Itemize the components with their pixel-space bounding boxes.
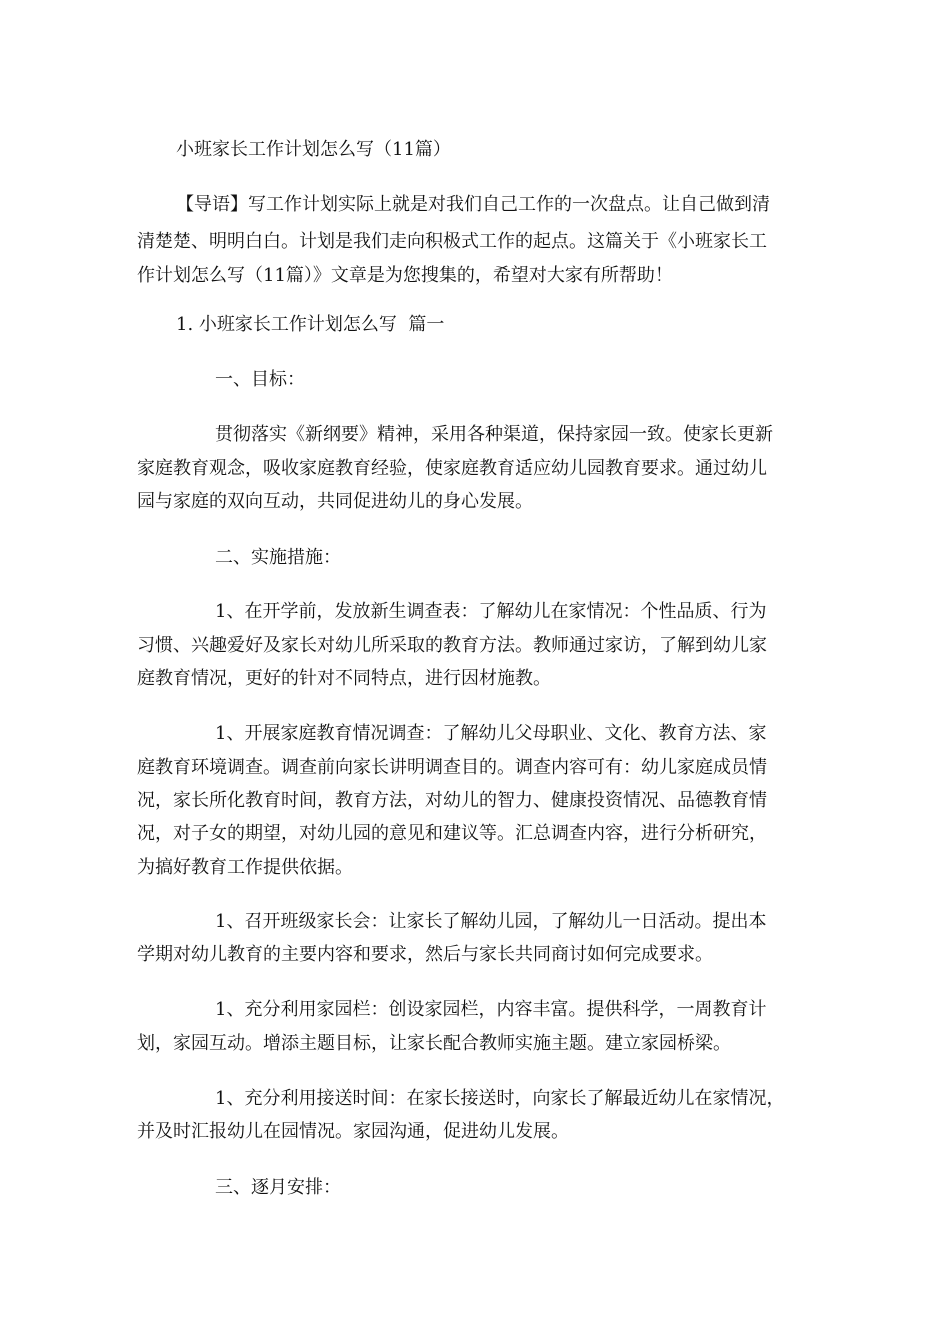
goal-text-line-1: 贯彻落实《新纲要》精神，采用各种渠道，保持家园一致。使家长更新 <box>215 424 773 445</box>
measure3-line-1: 1、召开班级家长会：让家长了解幼儿园，了解幼儿一日活动。提出本 <box>215 911 767 932</box>
measure3-line-2: 学期对幼儿教育的主要内容和要求，然后与家长共同商讨如何完成要求。 <box>137 944 713 965</box>
measure2-line-3: 况，家长所化教育时间，教育方法，对幼儿的智力、健康投资情况、品德教育情 <box>137 790 767 811</box>
measure4-line-1: 1、充分利用家园栏：创设家园栏，内容丰富。提供科学，一周教育计 <box>215 999 767 1020</box>
measure5-line-2: 并及时汇报幼儿在园情况。家园沟通，促进幼儿发展。 <box>137 1121 569 1142</box>
measure1-line-1: 1、在开学前，发放新生调查表：了解幼儿在家情况：个性品质、行为 <box>215 601 767 622</box>
goal-heading: 一、目标： <box>215 369 305 390</box>
goal-text-line-2: 家庭教育观念，吸收家庭教育经验，使家庭教育适应幼儿园教育要求。通过幼儿 <box>137 458 767 479</box>
measures-heading: 二、实施措施： <box>215 547 341 568</box>
intro-line-2: 清楚楚、明明白白。计划是我们走向积极式工作的起点。这篇关于《小班家长工 <box>137 231 767 252</box>
intro-line-3: 作计划怎么写（11篇）》文章是为您搜集的，希望对大家有所帮助！ <box>137 265 673 286</box>
measure2-line-4: 况，对子女的期望，对幼儿园的意见和建议等。汇总调查内容，进行分析研究， <box>137 823 767 844</box>
intro-line-1: 【导语】写工作计划实际上就是对我们自己工作的一次盘点。让自己做到清 <box>176 194 770 215</box>
section-heading: 1. 小班家长工作计划怎么写 篇一 <box>176 314 445 335</box>
measure2-line-1: 1、开展家庭教育情况调查：了解幼儿父母职业、文化、教育方法、家 <box>215 723 767 744</box>
measure1-line-2: 习惯、兴趣爱好及家长对幼儿所采取的教育方法。教师通过家访，了解到幼儿家 <box>137 635 767 656</box>
goal-text-line-3: 园与家庭的双向互动，共同促进幼儿的身心发展。 <box>137 491 533 512</box>
monthly-heading: 三、逐月安排： <box>215 1177 341 1198</box>
measure4-line-2: 划，家园互动。增添主题目标，让家长配合教师实施主题。建立家园桥梁。 <box>137 1033 731 1054</box>
measure2-line-2: 庭教育环境调查。调查前向家长讲明调查目的。调查内容可有：幼儿家庭成员情 <box>137 757 767 778</box>
document-title: 小班家长工作计划怎么写（11篇） <box>176 139 451 160</box>
measure2-line-5: 为搞好教育工作提供依据。 <box>137 857 353 878</box>
measure1-line-3: 庭教育情况，更好的针对不同特点，进行因材施教。 <box>137 668 551 689</box>
measure5-line-1: 1、充分利用接送时间：在家长接送时，向家长了解最近幼儿在家情况， <box>215 1088 785 1109</box>
